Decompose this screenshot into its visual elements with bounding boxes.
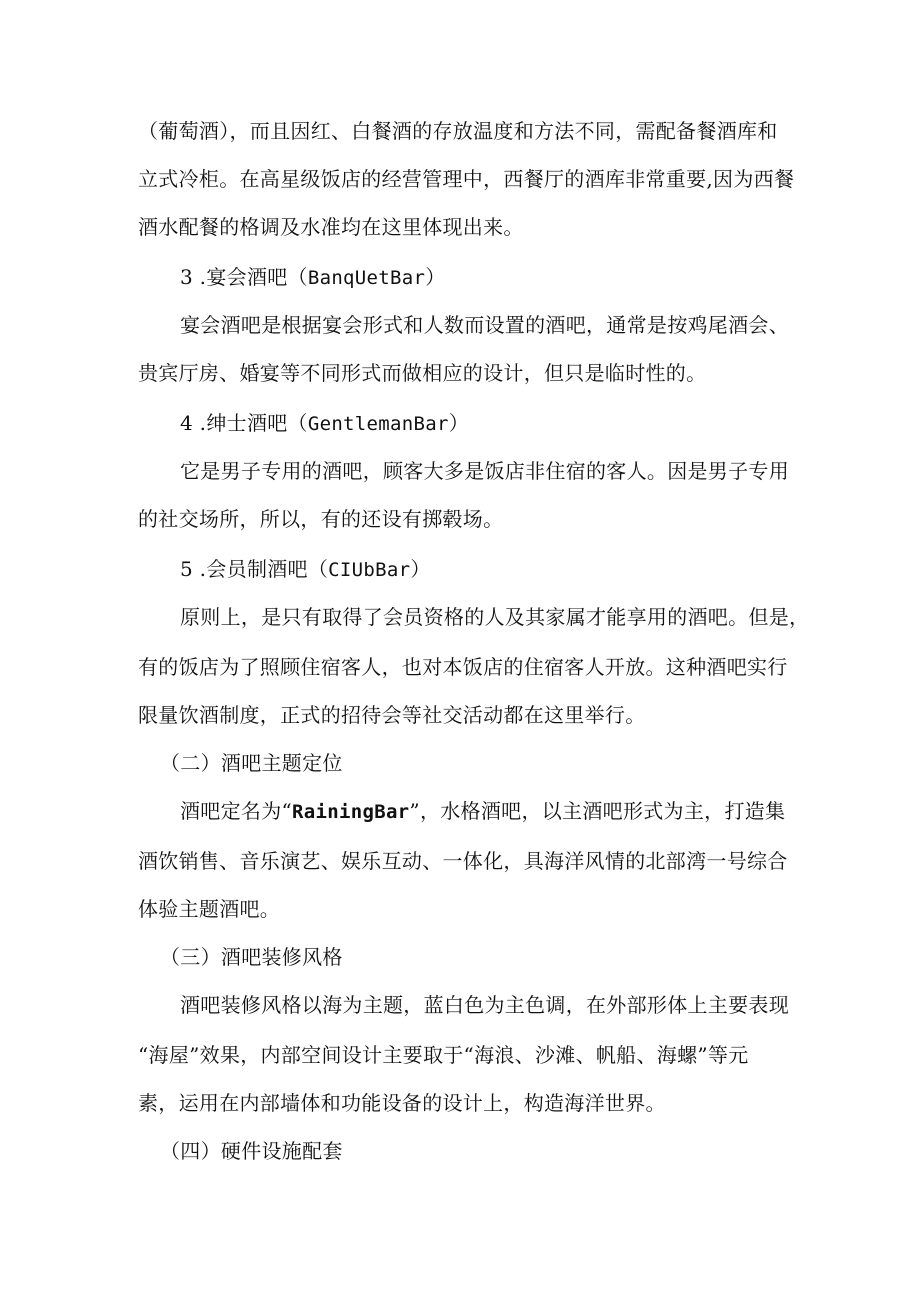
paragraph-line: 贵宾厅房、婚宴等不同形式而做相应的设计，但只是临时性的。 [138,361,707,385]
heading-text: 3 .宴会酒吧（ [180,265,308,289]
paragraph-line-bar-name [180,798,840,825]
paragraph-line: 素，运用在内部墙体和功能设备的设计上，构造海洋世界。 [138,1091,666,1115]
heading-english-term: BanqUetBar [307,267,426,289]
paragraph-line: 立式冷柜。在高星级饭店的经营管理中，西餐厅的酒库非常重要,因为西餐 [138,167,795,191]
section-heading-gentleman-bar [180,410,840,437]
text-run: ”，水格酒吧，以主酒吧形式为主，打造集 [409,799,786,823]
paragraph-line: 原则上，是只有取得了会员资格的人及其家属才能享用的酒吧。但是， [180,605,810,629]
text-run: 酒吧定名为“ [180,799,293,823]
heading-bracket: ） [425,265,446,289]
paragraph-line: 酒水配餐的格调及水准均在这里体现出来。 [138,215,524,239]
paragraph-line: 限量饮酒制度，正式的招待会等社交活动都在这里举行。 [138,703,646,727]
section-heading-club-bar [180,556,840,583]
section-heading-decoration: （三）酒吧装修风格 [160,945,343,969]
paragraph-line: “海屋”效果，内部空间设计主要取于“海浪、沙滩、帆船、海螺”等元 [138,1043,749,1067]
paragraph-line: 酒饮销售、音乐演艺、娱乐互动、一体化，具海洋风情的北部湾一号综合 [138,849,788,873]
heading-english-term: GentlemanBar [307,413,449,435]
heading-english-term: CIUbBar [328,559,411,581]
paragraph-line: 宴会酒吧是根据宴会形式和人数而设置的酒吧，通常是按鸡尾酒会、 [180,313,789,337]
paragraph-line: 它是男子专用的酒吧，顾客大多是饭店非住宿的客人。因是男子专用 [180,459,789,483]
section-heading-facilities: （四）硬件设施配套 [160,1139,343,1163]
heading-text: 4 .绅士酒吧（ [180,411,308,435]
paragraph-line: 体验主题酒吧。 [138,897,281,921]
bar-name-term: RainingBar [292,801,410,823]
section-heading-theme: （二）酒吧主题定位 [160,751,343,775]
heading-bracket: ） [448,411,470,435]
section-heading-banquet-bar [180,264,840,291]
heading-bracket: ） [410,557,431,581]
paragraph-line: 有的饭店为了照顾住宿客人，也对本饭店的住宿客人开放。这种酒吧实行 [138,655,788,679]
heading-text: 5 .会员制酒吧（ [180,557,329,581]
paragraph-line: 的社交场所，所以，有的还设有掷毂场。 [138,507,504,531]
paragraph-line: 酒吧装修风格以海为主题，蓝白色为主色调，在外部形体上主要表现 [180,993,789,1017]
paragraph-line: （葡萄酒），而且因红、白餐酒的存放温度和方法不同，需配备餐酒库和 [138,119,778,143]
